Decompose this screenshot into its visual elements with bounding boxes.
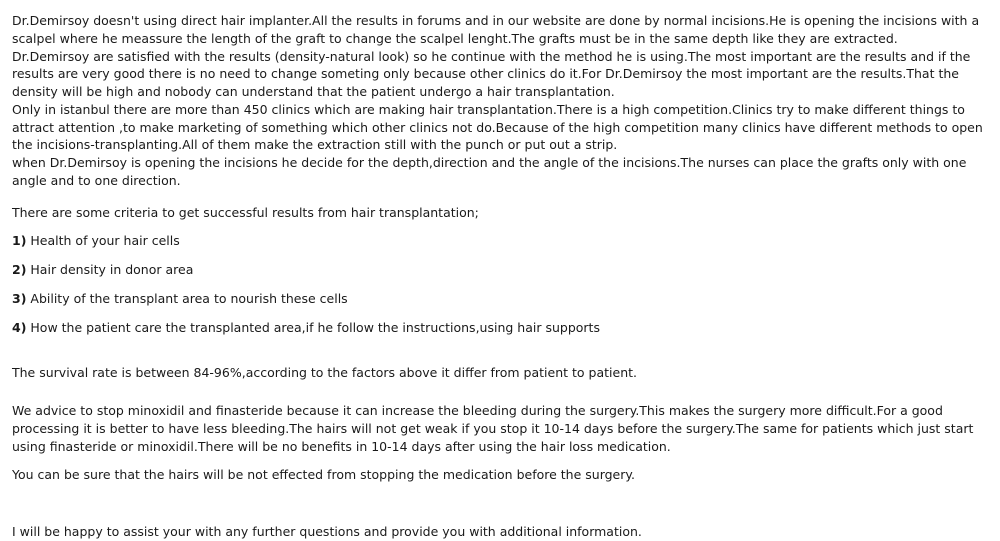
list-item — [12, 290, 986, 308]
paragraph-medication-advice: We advice to stop minoxidil and finasteride because it can increase the bleeding during the surgery.This makes the surgery more difficult.For a good processing it is better to have less bleeding.The hairs will not get weak if you stop it 10-14 days before the surgery.The same for patients which just start using finasteride or minoxidil.There will be no benefits in 10-14 days after using the hair loss medication. — [12, 403, 974, 454]
medication-section — [12, 402, 986, 484]
paragraph-survival-rate: The survival rate is between 84-96%,according to the factors above it differ from patient to patient. — [12, 365, 637, 381]
spacer-before-closing — [12, 484, 986, 512]
intro-section — [12, 12, 986, 190]
criteria-section — [12, 204, 986, 337]
paragraph-medication-assurance: You can be sure that the hairs will be not effected from stopping the medication before the surgery. — [12, 467, 635, 483]
spacer-criteria-intro — [12, 221, 986, 232]
list-item — [12, 232, 986, 250]
survival-section — [12, 364, 986, 382]
criteria-text: How the patient care the transplanted area,if he follow the instructions,using hair supports — [30, 319, 600, 335]
list-item — [12, 319, 986, 337]
spacer-medication — [12, 455, 986, 466]
criteria-intro: There are some criteria to get successful results from hair transplantation; — [12, 204, 479, 220]
criteria-text: Hair density in donor area — [30, 262, 194, 277]
criteria-text: Health of your hair cells — [30, 233, 180, 249]
paragraph-results-satisfaction: Dr.Demirsoy are satisfied with the results (density-natural look) so he continue with the method he is using.The most important are the results and if the results are very good there is no need to change someting only because other clinics do it.For Dr.Demirsoy the most important are the results.That the density will be high and nobody can understand that the patient undergo a hair transplantation. — [12, 48, 971, 99]
criteria-number: 4) — [12, 319, 27, 335]
spacer-before-criteria — [12, 190, 986, 204]
list-item — [12, 261, 986, 279]
spacer-closing-extra — [12, 512, 986, 523]
closing-section — [12, 523, 986, 541]
paragraph-incisions-method: Dr.Demirsoy doesn't using direct hair implanter.All the results in forums and in our website are done by normal incisions.He is opening the incisions with a scalpel where he meassure the length of the graft to change the scalpel lenght.The grafts must be in the same depth like they are extracted. — [12, 13, 980, 46]
paragraph-clinic-competition: Only in istanbul there are more than 450 clinics which are making hair transplantation.There is a high competition.Clinics try to make different things to attract attention ,to make marketing of something which other clinics not do.Because of the high competition many clinics have different methods to open the incisions-transplanting.All of them make the extraction still with the punch or put out a strip. — [12, 101, 983, 153]
criteria-number: 2) — [12, 262, 27, 277]
criteria-number: 1) — [12, 233, 27, 249]
criteria-number: 3) — [12, 290, 27, 306]
spacer-before-survival — [12, 336, 986, 364]
criteria-text: Ability of the transplant area to nourish these cells — [30, 290, 348, 306]
spacer-before-medication — [12, 382, 986, 402]
paragraph-incision-angles: when Dr.Demirsoy is opening the incisions he decide for the depth,direction and the angle of the incisions.The nurses can place the grafts only with one angle and to one direction. — [12, 155, 967, 188]
spacer-criteria-1 — [12, 250, 986, 261]
closing-line: I will be happy to assist your with any further questions and provide you with additional information. — [12, 524, 642, 539]
spacer-criteria-3 — [12, 308, 986, 319]
spacer-criteria-2 — [12, 279, 986, 290]
